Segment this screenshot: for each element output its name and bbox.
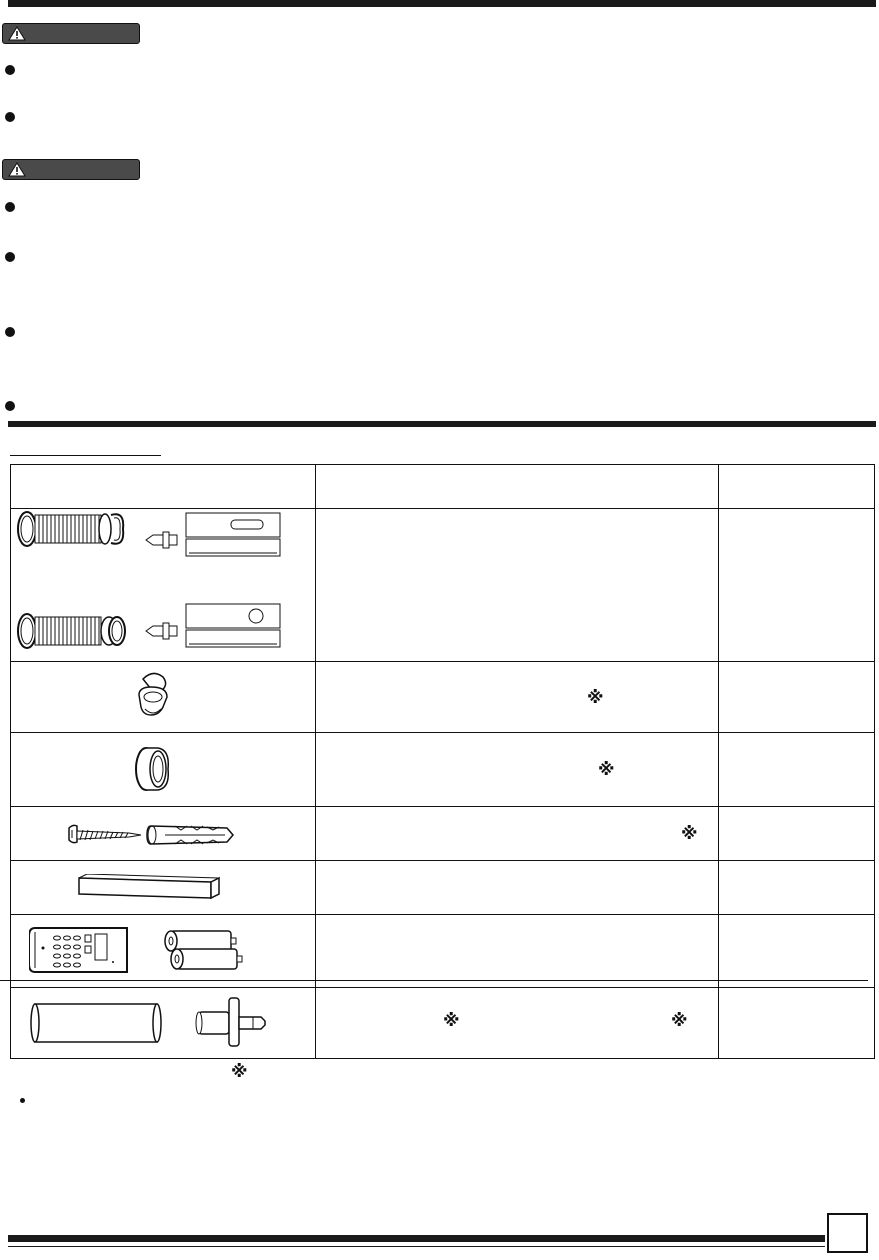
- bullet-dot-icon: [5, 401, 15, 411]
- header-cell-quantity: [719, 465, 875, 509]
- table-row: [11, 807, 875, 861]
- header-cell-illustration: [11, 465, 316, 509]
- quantity-cell: [719, 988, 875, 1059]
- name-cell: [316, 807, 719, 861]
- section-rule: [8, 421, 876, 427]
- reference-mark-icon: ※: [443, 1011, 460, 1031]
- reference-mark-icon: ※: [587, 688, 604, 708]
- bullet-dot-icon: [5, 252, 15, 262]
- table-row: [11, 662, 875, 733]
- illustration-cell: [11, 988, 316, 1059]
- remote-control-illustration: [29, 926, 129, 976]
- reference-mark-icon: ※: [598, 760, 615, 780]
- table-row: [11, 509, 875, 662]
- table-row: [11, 915, 875, 988]
- illustration-cell: [11, 861, 316, 915]
- table-row: [11, 988, 875, 1059]
- quantity-cell: [719, 662, 875, 733]
- name-cell: [316, 662, 719, 733]
- top-rule: [8, 0, 876, 7]
- exhaust-hose-illustration: [13, 509, 313, 659]
- quantity-cell: [719, 807, 875, 861]
- table-row: [11, 733, 875, 807]
- warning-label-1: [2, 23, 140, 44]
- illustration-cell: [11, 915, 316, 988]
- bottom-rule: [8, 1235, 825, 1242]
- section-heading-underline: [10, 455, 161, 456]
- illustration-cell: [11, 662, 316, 733]
- name-cell: [316, 915, 719, 988]
- reference-mark-icon: ※: [231, 1062, 248, 1082]
- battery-illustration: [159, 929, 249, 973]
- quantity-cell: [719, 733, 875, 807]
- name-cell: [316, 509, 719, 662]
- name-cell: [316, 733, 719, 807]
- foam-strip-illustration: [77, 874, 223, 900]
- illustration-cell: [11, 509, 316, 662]
- table-header-row: [11, 465, 875, 509]
- drain-plug-illustration: [133, 671, 179, 723]
- drain-connector-illustration: [191, 994, 271, 1050]
- screw-and-anchor-illustration: [67, 820, 237, 850]
- warning-label-2: [2, 159, 140, 180]
- table-row: [11, 861, 875, 915]
- adapter-ring-illustration: [132, 744, 172, 794]
- accessories-table: [10, 464, 875, 1059]
- bullet-dot-icon: [5, 65, 15, 75]
- bottom-thin-rule: [8, 1246, 825, 1247]
- drain-tube-illustration: [29, 1000, 165, 1046]
- warning-triangle-icon: [8, 26, 26, 41]
- bullet-dot-icon: [5, 202, 15, 212]
- quantity-cell: [719, 509, 875, 662]
- bullet-dot-icon: [20, 1098, 25, 1103]
- quantity-cell: [719, 861, 875, 915]
- header-cell-name: [316, 465, 719, 509]
- bullet-dot-icon: [5, 327, 15, 337]
- page-number-box: [827, 1213, 868, 1253]
- name-cell: [316, 988, 719, 1059]
- bullet-dot-icon: [5, 112, 15, 122]
- reference-mark-icon: ※: [681, 824, 698, 844]
- quantity-cell: [719, 915, 875, 988]
- divider-line: [0, 980, 868, 981]
- illustration-cell: [11, 807, 316, 861]
- name-cell: [316, 861, 719, 915]
- warning-triangle-icon: [8, 162, 26, 177]
- illustration-cell: [11, 733, 316, 807]
- reference-mark-icon: ※: [671, 1011, 688, 1031]
